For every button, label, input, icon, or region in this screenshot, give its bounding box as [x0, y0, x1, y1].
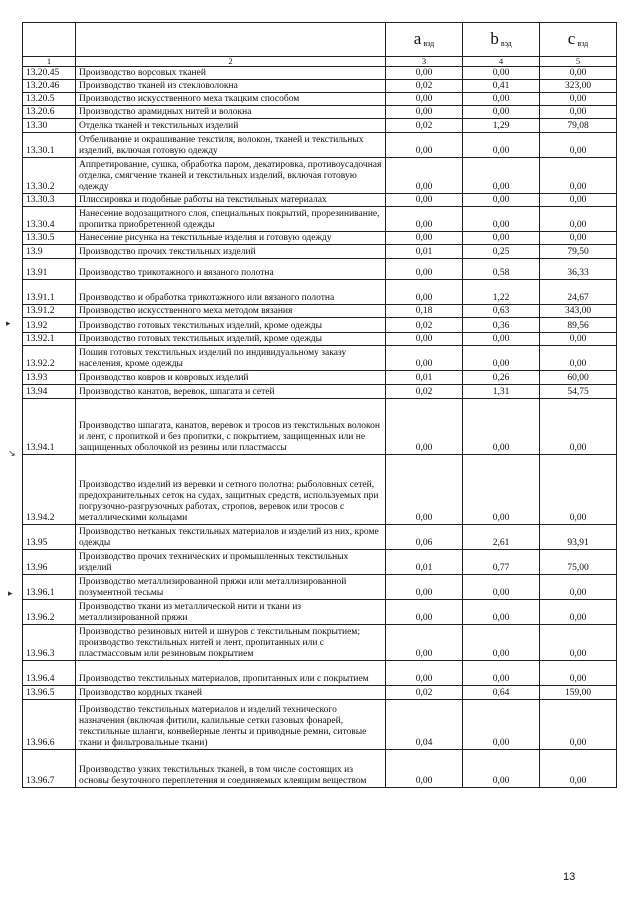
- row-b-value: 0,00: [463, 106, 540, 119]
- row-name-cell: Плиссировка и подобные работы на текстильных материалах: [76, 194, 386, 207]
- row-code-cell: 13.94.1: [23, 399, 76, 455]
- table-row: [23, 207, 617, 232]
- row-name-cell: Отбеливание и окрашивание текстиля, волокон, тканей и текстильных изделий, включая готовую одежду: [76, 133, 386, 158]
- row-code-cell: 13.30.4: [23, 207, 76, 232]
- row-code-cell: 13.91: [23, 259, 76, 280]
- row-a-value: 0,01: [386, 371, 463, 385]
- column-number: 2: [76, 57, 386, 67]
- table-row: [23, 280, 617, 305]
- header-c-cell: [540, 23, 617, 57]
- row-code-cell: 13.20.45: [23, 67, 76, 80]
- row-c-value: 159,00: [540, 686, 617, 700]
- row-c-value: 0,00: [540, 133, 617, 158]
- row-name-cell: Производство и обработка трикотажного или вязаного полотна: [76, 280, 386, 305]
- row-c-value: 0,00: [540, 333, 617, 346]
- row-code-cell: 13.96.4: [23, 661, 76, 686]
- row-code-cell: 13.30.3: [23, 194, 76, 207]
- header-code-cell: [23, 23, 76, 57]
- row-name-cell: Производство искусственного меха методом вязания: [76, 305, 386, 318]
- row-name-cell: Производство готовых текстильных изделий, кроме одежды: [76, 318, 386, 333]
- table-header-row: [23, 23, 617, 57]
- table-row: [23, 575, 617, 600]
- row-c-value: 0,00: [540, 93, 617, 106]
- row-a-value: 0,00: [386, 232, 463, 245]
- row-a-value: 0,00: [386, 661, 463, 686]
- row-c-value: 343,00: [540, 305, 617, 318]
- row-b-value: 0,00: [463, 93, 540, 106]
- table-row: [23, 67, 617, 80]
- row-b-value: 0,00: [463, 625, 540, 661]
- row-code-cell: 13.92.1: [23, 333, 76, 346]
- row-b-value: 0,77: [463, 550, 540, 575]
- row-b-value: 0,00: [463, 700, 540, 750]
- header-b-letter: b: [490, 28, 499, 48]
- coefficients-table: [22, 22, 617, 788]
- table-row: [23, 259, 617, 280]
- header-name-cell: [76, 23, 386, 57]
- row-a-value: 0,00: [386, 455, 463, 525]
- column-number: 1: [23, 57, 76, 67]
- row-code-cell: 13.92: [23, 318, 76, 333]
- row-a-value: 0,00: [386, 106, 463, 119]
- header-b-sub: вэд: [500, 38, 512, 48]
- row-name-cell: Производство текстильных материалов, пропитанных или с покрытием: [76, 661, 386, 686]
- table-row: [23, 455, 617, 525]
- table-row: [23, 600, 617, 625]
- row-name-cell: Пошив готовых текстильных изделий по индивидуальному заказу населения, кроме одежды: [76, 346, 386, 371]
- row-c-value: 89,56: [540, 318, 617, 333]
- header-a-letter: a: [413, 28, 422, 48]
- row-name-cell: Нанесение рисунка на текстильные изделия и готовую одежду: [76, 232, 386, 245]
- row-b-value: 1,31: [463, 385, 540, 399]
- row-c-value: 24,67: [540, 280, 617, 305]
- row-c-value: 79,50: [540, 245, 617, 259]
- column-number: 3: [386, 57, 463, 67]
- row-c-value: 0,00: [540, 700, 617, 750]
- scan-mark: ▸: [6, 318, 11, 328]
- row-name-cell: Производство узких текстильных тканей, в том числе состоящих из основы безуточного переплетения и соединяемых клеящим веществом: [76, 750, 386, 788]
- row-a-value: 0,02: [386, 119, 463, 133]
- table-row: [23, 346, 617, 371]
- row-a-value: 0,00: [386, 259, 463, 280]
- row-a-value: 0,18: [386, 305, 463, 318]
- row-c-value: 79,08: [540, 119, 617, 133]
- table-row: [23, 305, 617, 318]
- row-c-value: 0,00: [540, 67, 617, 80]
- row-b-value: 0,00: [463, 333, 540, 346]
- page-number: 13: [563, 871, 576, 883]
- row-a-value: 0,00: [386, 207, 463, 232]
- row-code-cell: 13.96.1: [23, 575, 76, 600]
- row-code-cell: 13.94: [23, 385, 76, 399]
- row-b-value: 0,00: [463, 158, 540, 194]
- row-name-cell: Производство канатов, веревок, шпагата и сетей: [76, 385, 386, 399]
- row-c-value: 54,75: [540, 385, 617, 399]
- row-b-value: 0,00: [463, 232, 540, 245]
- row-code-cell: 13.30: [23, 119, 76, 133]
- row-name-cell: Производство прочих текстильных изделий: [76, 245, 386, 259]
- row-name-cell: Производство арамидных нитей и волокна: [76, 106, 386, 119]
- row-c-value: 0,00: [540, 750, 617, 788]
- table-row: [23, 625, 617, 661]
- row-c-value: 0,00: [540, 346, 617, 371]
- row-a-value: 0,01: [386, 245, 463, 259]
- row-code-cell: 13.96: [23, 550, 76, 575]
- row-b-value: 0,00: [463, 600, 540, 625]
- table-row: [23, 385, 617, 399]
- table-row: [23, 333, 617, 346]
- table-row: [23, 399, 617, 455]
- table-row: [23, 750, 617, 788]
- row-b-value: 0,00: [463, 575, 540, 600]
- row-c-value: 0,00: [540, 106, 617, 119]
- row-a-value: 0,00: [386, 93, 463, 106]
- row-name-cell: Производство ковров и ковровых изделий: [76, 371, 386, 385]
- row-name-cell: Производство шпагата, канатов, веревок и тросов из текстильных волокон и лент, с пропиткой и без пропитки, с покрытием, защищенных или не защищенных оболочкой из резины или пластмассы: [76, 399, 386, 455]
- row-a-value: 0,00: [386, 399, 463, 455]
- row-name-cell: Производство трикотажного и вязаного полотна: [76, 259, 386, 280]
- table-row: [23, 318, 617, 333]
- row-name-cell: Производство металлизированной пряжи или металлизированной позументной тесьмы: [76, 575, 386, 600]
- row-name-cell: Производство текстильных материалов и изделий технического назначения (включая фитили, калильные сетки газовых фонарей, текстильные шланги, конвейерные ленты и приводные ремни, ситовые ткани и фильтровальные ткани): [76, 700, 386, 750]
- row-code-cell: 13.95: [23, 525, 76, 550]
- table-row: [23, 525, 617, 550]
- column-number: 5: [540, 57, 617, 67]
- row-c-value: 93,91: [540, 525, 617, 550]
- table-row: [23, 700, 617, 750]
- row-name-cell: Производство кордных тканей: [76, 686, 386, 700]
- row-b-value: 0,36: [463, 318, 540, 333]
- row-b-value: 0,64: [463, 686, 540, 700]
- row-a-value: 0,00: [386, 750, 463, 788]
- row-b-value: 1,29: [463, 119, 540, 133]
- row-b-value: 0,25: [463, 245, 540, 259]
- row-a-value: 0,02: [386, 318, 463, 333]
- row-name-cell: Производство нетканых текстильных материалов и изделий из них, кроме одежды: [76, 525, 386, 550]
- row-code-cell: 13.9: [23, 245, 76, 259]
- row-b-value: 0,00: [463, 207, 540, 232]
- row-code-cell: 13.96.5: [23, 686, 76, 700]
- row-c-value: 0,00: [540, 194, 617, 207]
- row-code-cell: 13.93: [23, 371, 76, 385]
- row-code-cell: 13.30.2: [23, 158, 76, 194]
- header-c-letter: c: [567, 28, 576, 48]
- row-b-value: 0,63: [463, 305, 540, 318]
- header-c-sub: вэд: [577, 38, 589, 48]
- row-name-cell: Нанесение водозащитного слоя, специальных покрытий, прорезинивание, пропитка приобретенной одежды: [76, 207, 386, 232]
- row-c-value: 323,00: [540, 80, 617, 93]
- column-number: 4: [463, 57, 540, 67]
- table-row: [23, 133, 617, 158]
- table-row: [23, 158, 617, 194]
- row-name-cell: Производство готовых текстильных изделий, кроме одежды: [76, 333, 386, 346]
- header-b-cell: [463, 23, 540, 57]
- row-a-value: 0,04: [386, 700, 463, 750]
- row-a-value: 0,00: [386, 625, 463, 661]
- row-a-value: 0,00: [386, 346, 463, 371]
- row-a-value: 0,02: [386, 686, 463, 700]
- row-code-cell: 13.91.2: [23, 305, 76, 318]
- row-a-value: 0,00: [386, 194, 463, 207]
- row-name-cell: Отделка тканей и текстильных изделий: [76, 119, 386, 133]
- row-a-value: 0,02: [386, 385, 463, 399]
- row-a-value: 0,00: [386, 600, 463, 625]
- table-row: [23, 245, 617, 259]
- row-b-value: 0,00: [463, 661, 540, 686]
- row-name-cell: Производство изделий из веревки и сетного полотна: рыболовных сетей, предохранительных сеток на судах, защитных средств, используемых при погрузочно-разгрузочных работах, стропов, веревок или тросов с металлическими кольцами: [76, 455, 386, 525]
- row-c-value: 0,00: [540, 625, 617, 661]
- row-code-cell: 13.20.46: [23, 80, 76, 93]
- row-c-value: 0,00: [540, 158, 617, 194]
- header-a-cell: [386, 23, 463, 57]
- row-code-cell: 13.91.1: [23, 280, 76, 305]
- table-row: [23, 371, 617, 385]
- row-b-value: 0,26: [463, 371, 540, 385]
- row-c-value: 0,00: [540, 455, 617, 525]
- row-b-value: 1,22: [463, 280, 540, 305]
- row-c-value: 0,00: [540, 600, 617, 625]
- row-name-cell: Производство ворсовых тканей: [76, 67, 386, 80]
- row-a-value: 0,06: [386, 525, 463, 550]
- row-a-value: 0,01: [386, 550, 463, 575]
- table-row: [23, 106, 617, 119]
- row-name-cell: Производство тканей из стекловолокна: [76, 80, 386, 93]
- row-code-cell: 13.20.5: [23, 93, 76, 106]
- row-b-value: 0,41: [463, 80, 540, 93]
- table-row: [23, 80, 617, 93]
- row-name-cell: Производство ткани из металлической нити и ткани из металлизированной пряжи: [76, 600, 386, 625]
- row-code-cell: 13.96.6: [23, 700, 76, 750]
- row-a-value: 0,00: [386, 333, 463, 346]
- row-c-value: 0,00: [540, 575, 617, 600]
- row-a-value: 0,02: [386, 80, 463, 93]
- table-row: [23, 119, 617, 133]
- row-code-cell: 13.30.1: [23, 133, 76, 158]
- row-c-value: 75,00: [540, 550, 617, 575]
- row-code-cell: 13.20.6: [23, 106, 76, 119]
- row-code-cell: 13.96.7: [23, 750, 76, 788]
- row-b-value: 0,58: [463, 259, 540, 280]
- row-c-value: 0,00: [540, 399, 617, 455]
- row-name-cell: Производство искусственного меха ткацким способом: [76, 93, 386, 106]
- header-a-sub: вэд: [423, 38, 435, 48]
- table-row: [23, 661, 617, 686]
- table-row: [23, 550, 617, 575]
- row-name-cell: Производство резиновых нитей и шнуров с текстильным покрытием; производство текстильных нитей и лент, пропитанных или с пластмассовым или резиновым покрытием: [76, 625, 386, 661]
- row-c-value: 0,00: [540, 207, 617, 232]
- row-name-cell: Производство прочих технических и промышленных текстильных изделий: [76, 550, 386, 575]
- column-number-row: [23, 57, 617, 67]
- table-row: [23, 93, 617, 106]
- row-a-value: 0,00: [386, 158, 463, 194]
- row-c-value: 0,00: [540, 661, 617, 686]
- scan-mark: ▸: [8, 588, 13, 598]
- row-c-value: 60,00: [540, 371, 617, 385]
- row-c-value: 0,00: [540, 232, 617, 245]
- row-code-cell: 13.92.2: [23, 346, 76, 371]
- row-b-value: 0,00: [463, 455, 540, 525]
- table-row: [23, 686, 617, 700]
- row-b-value: 0,00: [463, 346, 540, 371]
- row-b-value: 0,00: [463, 399, 540, 455]
- row-a-value: 0,00: [386, 133, 463, 158]
- row-c-value: 36,33: [540, 259, 617, 280]
- row-b-value: 0,00: [463, 194, 540, 207]
- row-name-cell: Аппретирование, сушка, обработка паром, декатировка, противоусадочная отделка, смягчение тканей и текстильных изделий, включая готовую одежду: [76, 158, 386, 194]
- table-row: [23, 232, 617, 245]
- row-a-value: 0,00: [386, 67, 463, 80]
- row-b-value: 0,00: [463, 67, 540, 80]
- row-code-cell: 13.94.2: [23, 455, 76, 525]
- table-row: [23, 194, 617, 207]
- scan-mark: ↘: [8, 448, 16, 458]
- row-a-value: 0,00: [386, 575, 463, 600]
- row-a-value: 0,00: [386, 280, 463, 305]
- row-b-value: 2,61: [463, 525, 540, 550]
- row-code-cell: 13.30.5: [23, 232, 76, 245]
- row-code-cell: 13.96.3: [23, 625, 76, 661]
- row-b-value: 0,00: [463, 750, 540, 788]
- row-b-value: 0,00: [463, 133, 540, 158]
- row-code-cell: 13.96.2: [23, 600, 76, 625]
